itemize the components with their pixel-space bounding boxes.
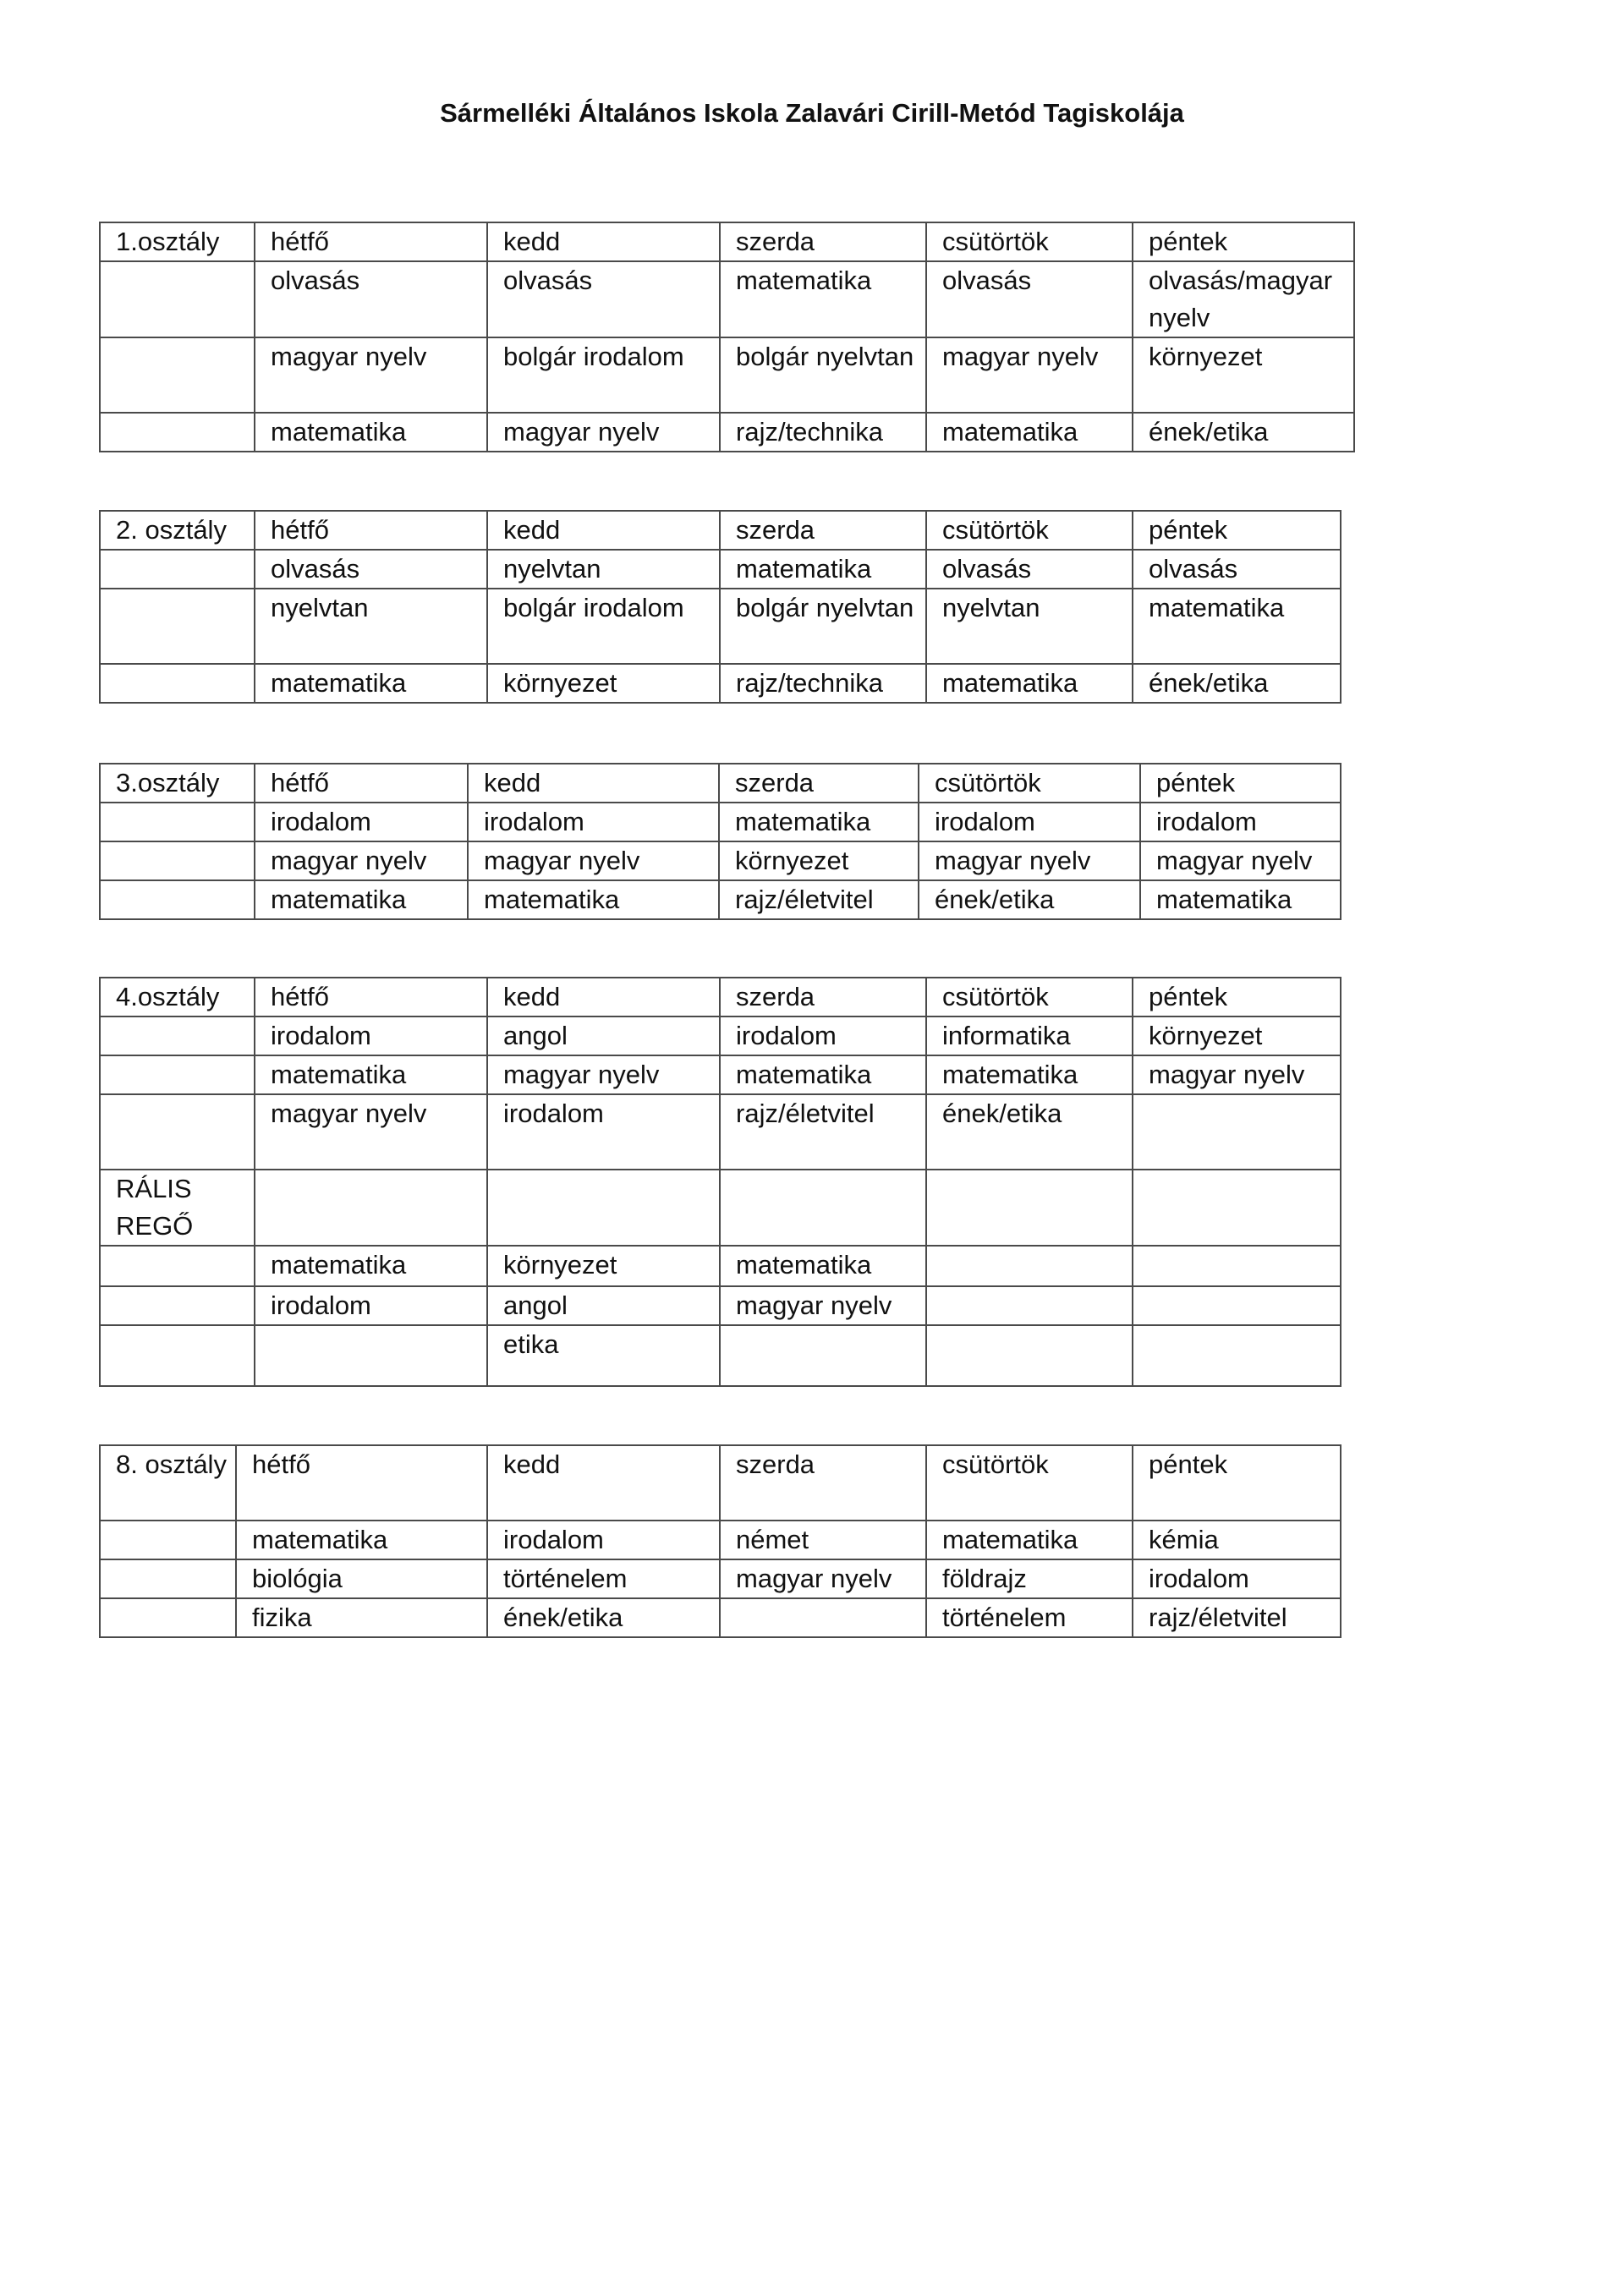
- weekday-header-cell: csütörtök: [926, 511, 1133, 550]
- timetable-class-4: [99, 977, 1341, 1387]
- row-label-cell: [100, 803, 255, 841]
- row-label-cell: [100, 589, 255, 664]
- timetable-class-8: [99, 1444, 1341, 1638]
- subject-cell: matematika: [926, 413, 1133, 452]
- weekday-header-cell: szerda: [719, 764, 919, 803]
- subject-cell: környezet: [1133, 1016, 1341, 1055]
- row-label-cell: [100, 550, 255, 589]
- weekday-header-cell: csütörtök: [926, 1445, 1133, 1521]
- subject-cell: irodalom: [487, 1521, 720, 1559]
- subject-cell: irodalom: [1140, 803, 1341, 841]
- subject-cell: matematika: [255, 880, 468, 919]
- subject-cell: matematika: [1140, 880, 1341, 919]
- table-header-row: [100, 1445, 1341, 1521]
- subject-cell: rajz/életvitel: [720, 1094, 926, 1170]
- subject-cell: olvasás: [1133, 550, 1341, 589]
- class-label-cell: 4.osztály: [100, 978, 255, 1016]
- subject-cell: matematika: [926, 1055, 1133, 1094]
- table-row: [100, 1598, 1341, 1637]
- subject-cell: magyar nyelv: [468, 841, 719, 880]
- subject-cell: matematika: [255, 664, 487, 703]
- table-row: [100, 1170, 1341, 1246]
- subject-cell: magyar nyelv: [919, 841, 1140, 880]
- subject-cell: olvasás: [487, 261, 720, 337]
- document-title: Sármelléki Általános Iskola Zalavári Cirill-Metód Tagiskolája: [440, 98, 1184, 128]
- table-row: [100, 589, 1341, 664]
- timetable-class-2: [99, 510, 1341, 704]
- subject-cell: nyelvtan: [255, 589, 487, 664]
- weekday-header-cell: kedd: [487, 978, 720, 1016]
- table-header-row: [100, 764, 1341, 803]
- weekday-header-cell: péntek: [1133, 222, 1354, 261]
- subject-cell: [1133, 1094, 1341, 1170]
- weekday-header-cell: szerda: [720, 1445, 926, 1521]
- subject-cell: [255, 1170, 487, 1246]
- subject-cell: ének/etika: [1133, 664, 1341, 703]
- weekday-header-cell: péntek: [1133, 511, 1341, 550]
- subject-cell: ének/etika: [926, 1094, 1133, 1170]
- row-label-cell: [100, 1016, 255, 1055]
- subject-cell: angol: [487, 1016, 720, 1055]
- subject-cell: [926, 1286, 1133, 1325]
- weekday-header-cell: hétfő: [255, 978, 487, 1016]
- subject-cell: irodalom: [468, 803, 719, 841]
- table-row: [100, 1094, 1341, 1170]
- subject-cell: történelem: [487, 1559, 720, 1598]
- table-row: [100, 261, 1354, 337]
- subject-cell: irodalom: [255, 1016, 487, 1055]
- subject-cell: irodalom: [255, 803, 468, 841]
- subject-cell: magyar nyelv: [255, 841, 468, 880]
- subject-cell: [487, 1170, 720, 1246]
- subject-cell: matematika: [255, 1246, 487, 1286]
- subject-cell: magyar nyelv: [926, 337, 1133, 413]
- weekday-header-cell: kedd: [487, 1445, 720, 1521]
- subject-cell: nyelvtan: [487, 550, 720, 589]
- class-label-cell: 1.osztály: [100, 222, 255, 261]
- row-label-cell: [100, 664, 255, 703]
- weekday-header-cell: szerda: [720, 222, 926, 261]
- subject-cell: magyar nyelv: [255, 337, 487, 413]
- subject-cell: olvasás/magyar nyelv: [1133, 261, 1354, 337]
- row-label-cell: [100, 413, 255, 452]
- weekday-header-cell: kedd: [487, 511, 720, 550]
- row-label-cell: [100, 1325, 255, 1386]
- table-row: [100, 880, 1341, 919]
- weekday-header-cell: szerda: [720, 978, 926, 1016]
- subject-cell: rajz/életvitel: [719, 880, 919, 919]
- row-label-cell: [100, 1598, 236, 1637]
- table-row: [100, 1325, 1341, 1386]
- table-row: [100, 803, 1341, 841]
- subject-cell: matematika: [720, 1246, 926, 1286]
- table-row: [100, 841, 1341, 880]
- table-row: [100, 1016, 1341, 1055]
- table-row: [100, 413, 1354, 452]
- weekday-header-cell: hétfő: [255, 764, 468, 803]
- subject-cell: olvasás: [926, 261, 1133, 337]
- row-label-cell: [100, 1055, 255, 1094]
- row-label-cell: [100, 261, 255, 337]
- subject-cell: olvasás: [255, 550, 487, 589]
- subject-cell: nyelvtan: [926, 589, 1133, 664]
- subject-cell: matematika: [1133, 589, 1341, 664]
- weekday-header-cell: csütörtök: [926, 222, 1133, 261]
- subject-cell: etika: [487, 1325, 720, 1386]
- table-header-row: [100, 511, 1341, 550]
- subject-cell: matematika: [926, 664, 1133, 703]
- subject-cell: rajz/technika: [720, 664, 926, 703]
- weekday-header-cell: hétfő: [236, 1445, 487, 1521]
- table-row: [100, 1055, 1341, 1094]
- timetable-class-1: [99, 222, 1355, 452]
- weekday-header-cell: hétfő: [255, 511, 487, 550]
- subject-cell: magyar nyelv: [255, 1094, 487, 1170]
- subject-cell: bolgár irodalom: [487, 337, 720, 413]
- table-header-row: [100, 222, 1354, 261]
- weekday-header-cell: csütörtök: [926, 978, 1133, 1016]
- weekday-header-cell: péntek: [1133, 978, 1341, 1016]
- table-row: [100, 1521, 1341, 1559]
- subject-cell: angol: [487, 1286, 720, 1325]
- subject-cell: [1133, 1246, 1341, 1286]
- subject-cell: irodalom: [487, 1094, 720, 1170]
- subject-cell: magyar nyelv: [487, 1055, 720, 1094]
- subject-cell: [926, 1325, 1133, 1386]
- subject-cell: kémia: [1133, 1521, 1341, 1559]
- subject-cell: ének/etika: [1133, 413, 1354, 452]
- subject-cell: irodalom: [255, 1286, 487, 1325]
- subject-cell: biológia: [236, 1559, 487, 1598]
- weekday-header-cell: hétfő: [255, 222, 487, 261]
- subject-cell: olvasás: [926, 550, 1133, 589]
- subject-cell: matematika: [926, 1521, 1133, 1559]
- subject-cell: [1133, 1286, 1341, 1325]
- table-row: [100, 550, 1341, 589]
- subject-cell: olvasás: [255, 261, 487, 337]
- row-label-cell: [100, 880, 255, 919]
- row-label-cell: [100, 337, 255, 413]
- row-label-cell: [100, 1246, 255, 1286]
- subject-cell: magyar nyelv: [1140, 841, 1341, 880]
- table-row: [100, 1286, 1341, 1325]
- subject-cell: magyar nyelv: [720, 1286, 926, 1325]
- row-label-cell: [100, 1559, 236, 1598]
- subject-cell: matematika: [720, 261, 926, 337]
- subject-cell: magyar nyelv: [1133, 1055, 1341, 1094]
- weekday-header-cell: péntek: [1133, 1445, 1341, 1521]
- subject-cell: [1133, 1170, 1341, 1246]
- subject-cell: környezet: [487, 664, 720, 703]
- weekday-header-cell: kedd: [487, 222, 720, 261]
- weekday-header-cell: szerda: [720, 511, 926, 550]
- timetable-class-3: [99, 763, 1341, 920]
- subject-cell: informatika: [926, 1016, 1133, 1055]
- subject-cell: ének/etika: [487, 1598, 720, 1637]
- subject-cell: irodalom: [919, 803, 1140, 841]
- subject-cell: [255, 1325, 487, 1386]
- subject-cell: [720, 1170, 926, 1246]
- subject-cell: irodalom: [720, 1016, 926, 1055]
- subject-cell: rajz/technika: [720, 413, 926, 452]
- subject-cell: bolgár nyelvtan: [720, 337, 926, 413]
- subject-cell: környezet: [487, 1246, 720, 1286]
- subject-cell: német: [720, 1521, 926, 1559]
- class-label-cell: 3.osztály: [100, 764, 255, 803]
- subject-cell: [1133, 1325, 1341, 1386]
- table-row: [100, 337, 1354, 413]
- subject-cell: matematika: [255, 1055, 487, 1094]
- subject-cell: matematika: [255, 413, 487, 452]
- subject-cell: [926, 1170, 1133, 1246]
- table-row: [100, 1246, 1341, 1286]
- weekday-header-cell: péntek: [1140, 764, 1341, 803]
- subject-cell: matematika: [720, 550, 926, 589]
- row-label-cell: [100, 841, 255, 880]
- subject-cell: [926, 1246, 1133, 1286]
- subject-cell: magyar nyelv: [487, 413, 720, 452]
- row-label-cell: [100, 1286, 255, 1325]
- subject-cell: környezet: [719, 841, 919, 880]
- class-label-cell: 2. osztály: [100, 511, 255, 550]
- subject-cell: történelem: [926, 1598, 1133, 1637]
- table-row: [100, 664, 1341, 703]
- subject-cell: irodalom: [1133, 1559, 1341, 1598]
- subject-cell: földrajz: [926, 1559, 1133, 1598]
- class-label-cell: 8. osztály: [100, 1445, 236, 1521]
- subject-cell: bolgár irodalom: [487, 589, 720, 664]
- subject-cell: matematika: [468, 880, 719, 919]
- subject-cell: ének/etika: [919, 880, 1140, 919]
- table-header-row: [100, 978, 1341, 1016]
- weekday-header-cell: kedd: [468, 764, 719, 803]
- subject-cell: matematika: [236, 1521, 487, 1559]
- row-label-cell: [100, 1521, 236, 1559]
- subject-cell: bolgár nyelvtan: [720, 589, 926, 664]
- subject-cell: magyar nyelv: [720, 1559, 926, 1598]
- table-row: [100, 1559, 1341, 1598]
- weekday-header-cell: csütörtök: [919, 764, 1140, 803]
- subject-cell: [720, 1598, 926, 1637]
- subject-cell: rajz/életvitel: [1133, 1598, 1341, 1637]
- subject-cell: matematika: [720, 1055, 926, 1094]
- subject-cell: matematika: [719, 803, 919, 841]
- subject-cell: környezet: [1133, 337, 1354, 413]
- row-label-cell: RÁLIS REGŐ: [100, 1170, 255, 1246]
- row-label-cell: [100, 1094, 255, 1170]
- subject-cell: fizika: [236, 1598, 487, 1637]
- subject-cell: [720, 1325, 926, 1386]
